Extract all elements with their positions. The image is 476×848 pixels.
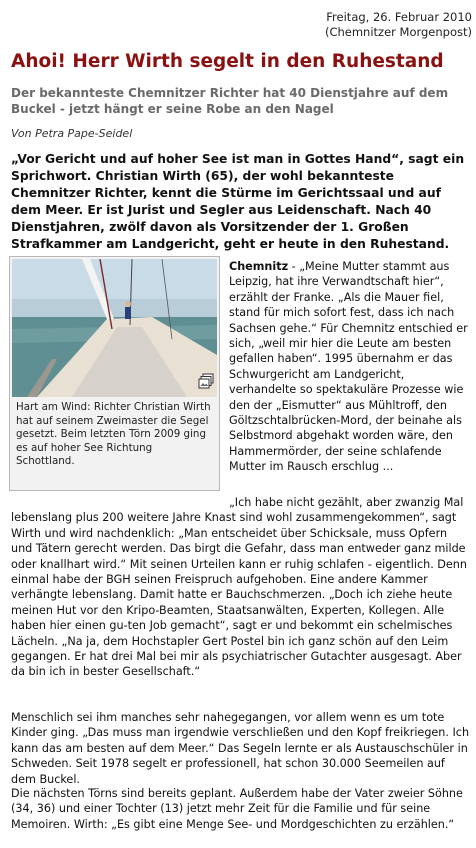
side-paragraph (229, 259, 471, 475)
source-name: (Chemnitzer Morgenpost) (324, 25, 472, 39)
body-paragraph-3: Die nächsten Törns sind bereits geplant. Außerdem habe der Vater zweier Söhne (34, 36) und einer Tochter (13) jetzt mehr Zeit für die Familie und für seine Memoiren. Wirth: „Es gibt eine Menge See- und Mordgeschichten zu erzählen.“ (11, 787, 463, 831)
subheadline: Der bekannteste Chemnitzer Richter hat 40 Dienstjahre auf dem Buckel - jetzt hängt er seine Robe an den Nagel (11, 86, 449, 116)
city-dateline: Chemnitz (229, 260, 289, 273)
gallery-icon[interactable] (198, 373, 214, 389)
article-photo[interactable] (12, 259, 217, 397)
side-paragraph-text: - „Meine Mutter stammt aus Leipzig, hat ihre Verwandtschaft hier“, erzählt der Franke. „Als die Mauer fiel, stand für mich sofort fest, dass ich nach Sachsen gehe.“ Für Chemnitz entschied er sich, „weil mir hier die Leute am besten gefallen haben“. 1995 übernahm er das Schwurgericht am Landgericht, verhandelte so spektakuläre Prozesse wie den der „Eismutter“ aus Mühltroff, den Göltzschtalbrücken-Mord, der beinahe als Selbstmord abgehakt worden wäre, den Hammermörder, der seine schlafende Mutter im Rausch erschlug ... (229, 260, 468, 474)
photo-caption: Hart am Wind: Richter Christian Wirth hat auf seinem Zweimaster die Segel gesetzt. Beim letzten Törn 2009 ging es auf hoher See Richtung Schottland. (16, 401, 211, 468)
publish-date: Freitag, 26. Februar 2010 (326, 10, 472, 24)
headline: Ahoi! Herr Wirth segelt in den Ruhestand (11, 51, 444, 72)
body-paragraph-2: Menschlich sei ihm manches sehr nahegegangen, vor allem wenn es um tote Kinder ging. „Das muss man irgendwie verschließen und den Kopf freikriegen. Ich kann das am besten auf dem Meer.“ Das Segeln lernte er als Austauschschüler in Schweden. Seit 1978 segelt er professionell, hat schon 30.000 Seemeilen auf dem Buckel. (11, 711, 470, 786)
sailboat-photo-image (12, 259, 217, 397)
byline: Von Petra Pape-Seidel (11, 127, 133, 140)
body-paragraph-1: „Ich habe nicht gezählt, aber zwanzig Mal lebenslang plus 200 weitere Jahre Knast sind wohl zusammengekommen“, sagt Wirth und wird nachdenklich: „Man entscheidet über Schicksale, muss Opfern und Tätern gerecht werden. Das birgt die Gefahr, dass man entweder ganz milde oder knallhart wird.“ Mit seinen Urteilen kann er ruhig schlafen - eigentlich. Denn einmal habe der BGH seinen Freispruch aufgehoben. Eine andere Kammer verhängte lebenslang. Damit hatte er Bauchschmerzen. „Doch ich ziehe heute meinen Hut vor den Kripo-Beamten, Staatsanwälten, Experten, Kollegen. Alle haben hier einen gu-ten Job gemacht“, sagt er und bekommt ein schelmisches Lächeln. „Na ja, dem Hochstapler Gert Postel bin ich ganz schön auf den Leim gegangen. Er hat drei Mal bei mir als psychiatrischer Gutachter ausgesagt. Aber da bin ich in bester Gesellschaft.“ (11, 496, 467, 679)
lead-paragraph: „Vor Gericht und auf hoher See ist man in Gottes Hand“, sagt ein Sprichwort. Christian Wirth (65), der wohl bekannteste Chemnitzer Richter, kennt die Stürme im Gerichtssaal und auf dem Meer. Er ist Jurist und Segler aus Leidenschaft. Nach 40 Dienstjahren, zwölf davon als Vorsitzender der 1. Großen Strafkammer am Landgericht, geht er heute in den Ruhestand. (11, 152, 465, 251)
photo-box (9, 256, 220, 491)
article-dateline (325, 10, 472, 40)
